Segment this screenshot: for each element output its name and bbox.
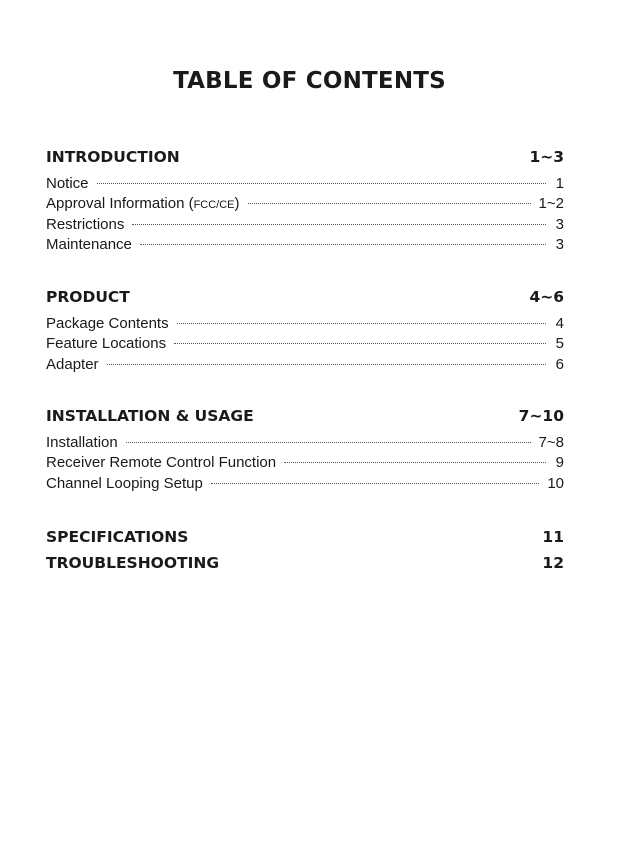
dot-leader [126,442,531,443]
toc-entry-channel-looping-setup[interactable] [46,474,564,494]
section-introduction [46,148,564,255]
entry-label: Installation [46,434,118,451]
toc-entry-package-contents[interactable] [46,314,564,334]
entry-page: 3 [555,235,564,253]
section-title: PRODUCT [46,288,130,306]
section-product [46,288,564,375]
section-page: 12 [542,554,564,572]
section-page: 1~3 [529,148,564,166]
dot-leader [284,462,546,463]
section-page: 11 [542,528,564,546]
entry-page: 7~8 [538,434,564,451]
entry-page: 6 [555,355,564,373]
toc-entry-notice[interactable] [46,174,564,194]
dot-leader [177,323,546,324]
dot-leader [132,224,546,225]
entry-page: 3 [555,215,564,233]
dot-leader [107,364,546,365]
entry-label: Feature Locations [46,335,167,353]
toc-entry-maintenance[interactable] [46,235,564,255]
entry-page: 5 [555,335,564,353]
dot-leader [211,483,540,484]
entry-label [46,194,240,215]
entry-label-small: FCC/CE [193,199,235,212]
entry-page: 1~2 [538,195,564,213]
toc-entry-restrictions[interactable] [46,215,564,235]
section-specifications [46,528,564,550]
toc-entry-adapter[interactable] [46,355,564,375]
entry-label-main: Approval Information ( [46,195,194,213]
entry-label: Notice [46,175,89,192]
entry-label-end: ) [234,195,240,213]
section-page: 4~6 [529,288,564,306]
section-title: TROUBLESHOOTING [46,554,220,572]
dot-leader [140,244,546,245]
section-title: INTRODUCTION [46,148,180,166]
section-heading-installation[interactable] [46,407,564,429]
dot-leader [248,203,531,204]
section-heading-specifications[interactable] [46,528,564,550]
entry-label: Channel Looping Setup [46,474,203,492]
entry-label: Maintenance [46,235,132,253]
entry-label: Restrictions [46,215,125,233]
section-installation [46,407,564,494]
entry-page: 9 [555,454,564,472]
entry-label: Package Contents [46,315,169,332]
entry-page: 10 [547,474,564,492]
entry-page: 1 [555,175,564,192]
toc-entry-receiver-remote-control-function[interactable] [46,453,564,473]
entry-label: Adapter [46,355,99,373]
dot-leader [97,183,546,184]
toc-entry-approval-information[interactable] [46,194,564,214]
section-title: SPECIFICATIONS [46,528,189,546]
entry-page: 4 [555,315,564,332]
section-troubleshooting [46,554,564,576]
toc-entry-feature-locations[interactable] [46,334,564,354]
section-heading-troubleshooting[interactable] [46,554,564,576]
entry-label: Receiver Remote Control Function [46,454,277,472]
section-page: 7~10 [518,407,564,425]
section-heading-introduction[interactable] [46,148,564,170]
section-title: INSTALLATION & USAGE [46,407,254,425]
page-title: TABLE OF CONTENTS [173,68,446,94]
toc-entry-installation[interactable] [46,433,564,453]
section-heading-product[interactable] [46,288,564,310]
dot-leader [174,343,546,344]
